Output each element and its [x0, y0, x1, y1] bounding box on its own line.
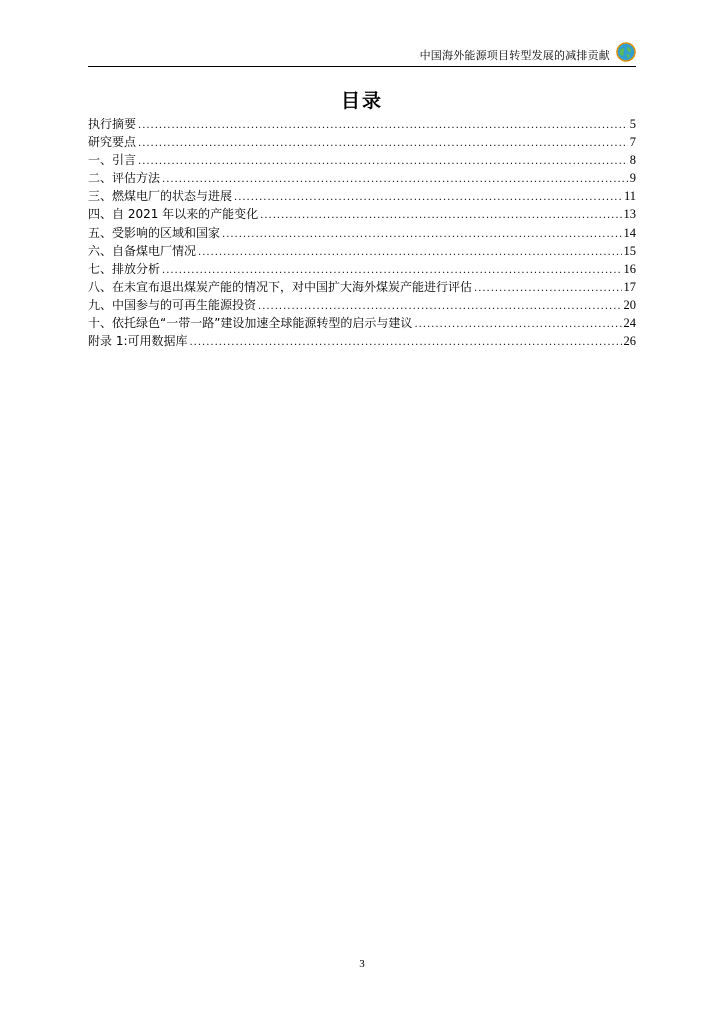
- toc-entry-page[interactable]: 13: [623, 207, 636, 222]
- header-title: 中国海外能源项目转型发展的减排贡献: [419, 49, 610, 62]
- page-header: [88, 44, 636, 67]
- toc-entry-page[interactable]: 26: [623, 334, 636, 349]
- toc-title: 目录: [340, 90, 383, 112]
- globe-logo-icon: [616, 42, 636, 62]
- toc-entry-page[interactable]: 24: [623, 316, 636, 331]
- toc-entry-page[interactable]: 14: [623, 225, 636, 240]
- toc-entry-page[interactable]: 11: [623, 189, 636, 204]
- toc-leader-dots: [138, 153, 628, 169]
- toc-entry-label[interactable]: 六、自备煤电厂情况: [88, 243, 197, 258]
- toc-entry-label[interactable]: 执行摘要: [88, 117, 137, 131]
- toc-entry[interactable]: [88, 332, 636, 350]
- toc-entry-page[interactable]: 7: [629, 135, 636, 150]
- toc-entry[interactable]: [88, 224, 636, 242]
- toc-leader-dots: [222, 226, 621, 242]
- toc-leader-dots: [138, 135, 628, 151]
- toc-leader-dots: [258, 298, 621, 314]
- toc-entry-label[interactable]: 九、中国参与的可再生能源投资: [88, 297, 257, 312]
- toc-entry[interactable]: [88, 205, 636, 223]
- toc-entry-label[interactable]: 一、引言: [88, 153, 137, 168]
- toc-entry[interactable]: [88, 169, 636, 187]
- toc-entry[interactable]: [88, 242, 636, 260]
- toc-leader-dots: [162, 171, 628, 187]
- toc-leader-dots: [234, 189, 622, 205]
- toc-entry-label[interactable]: 研究要点: [88, 135, 137, 150]
- toc-leader-dots: [162, 262, 621, 278]
- toc-entry-label[interactable]: 附录 1:可用数据库: [88, 334, 188, 349]
- toc-entry[interactable]: [88, 133, 636, 151]
- toc-entry-page[interactable]: 15: [623, 243, 636, 258]
- toc-entry-page[interactable]: 5: [629, 117, 636, 131]
- toc-entry[interactable]: [88, 115, 636, 133]
- toc-entry[interactable]: [88, 296, 636, 314]
- page-number: 3: [359, 958, 365, 970]
- toc-leader-dots: [414, 316, 621, 332]
- toc-entry[interactable]: [88, 187, 636, 205]
- toc-entry-page[interactable]: 20: [623, 297, 636, 312]
- toc-entry[interactable]: [88, 278, 636, 296]
- toc-entry-label[interactable]: 五、受影响的区域和国家: [88, 225, 221, 240]
- toc-entry-page[interactable]: 9: [629, 171, 636, 186]
- toc-entry[interactable]: [88, 260, 636, 278]
- toc-leader-dots: [260, 207, 621, 223]
- toc-entry-page[interactable]: 17: [623, 279, 636, 294]
- table-of-contents: [88, 115, 636, 350]
- toc-leader-dots: [198, 244, 621, 260]
- toc-entry-label[interactable]: 三、燃煤电厂的状态与进展: [88, 189, 233, 204]
- toc-entry-label[interactable]: 八、在未宣布退出煤炭产能的情况下，对中国扩大海外煤炭产能进行评估: [88, 279, 473, 294]
- toc-entry-label[interactable]: 二、评估方法: [88, 171, 161, 186]
- toc-entry-label[interactable]: 四、自 2021 年以来的产能变化: [88, 207, 259, 222]
- toc-entry-page[interactable]: 8: [629, 153, 636, 168]
- toc-leader-dots: [190, 334, 622, 350]
- toc-leader-dots: [138, 117, 628, 133]
- toc-entry-page[interactable]: 16: [623, 261, 636, 276]
- toc-leader-dots: [474, 280, 621, 296]
- toc-entry-label[interactable]: 七、排放分析: [88, 261, 161, 276]
- toc-entry-label[interactable]: 十、依托绿色“一带一路”建设加速全球能源转型的启示与建议: [88, 316, 413, 331]
- toc-entry[interactable]: [88, 151, 636, 169]
- toc-entry[interactable]: [88, 314, 636, 332]
